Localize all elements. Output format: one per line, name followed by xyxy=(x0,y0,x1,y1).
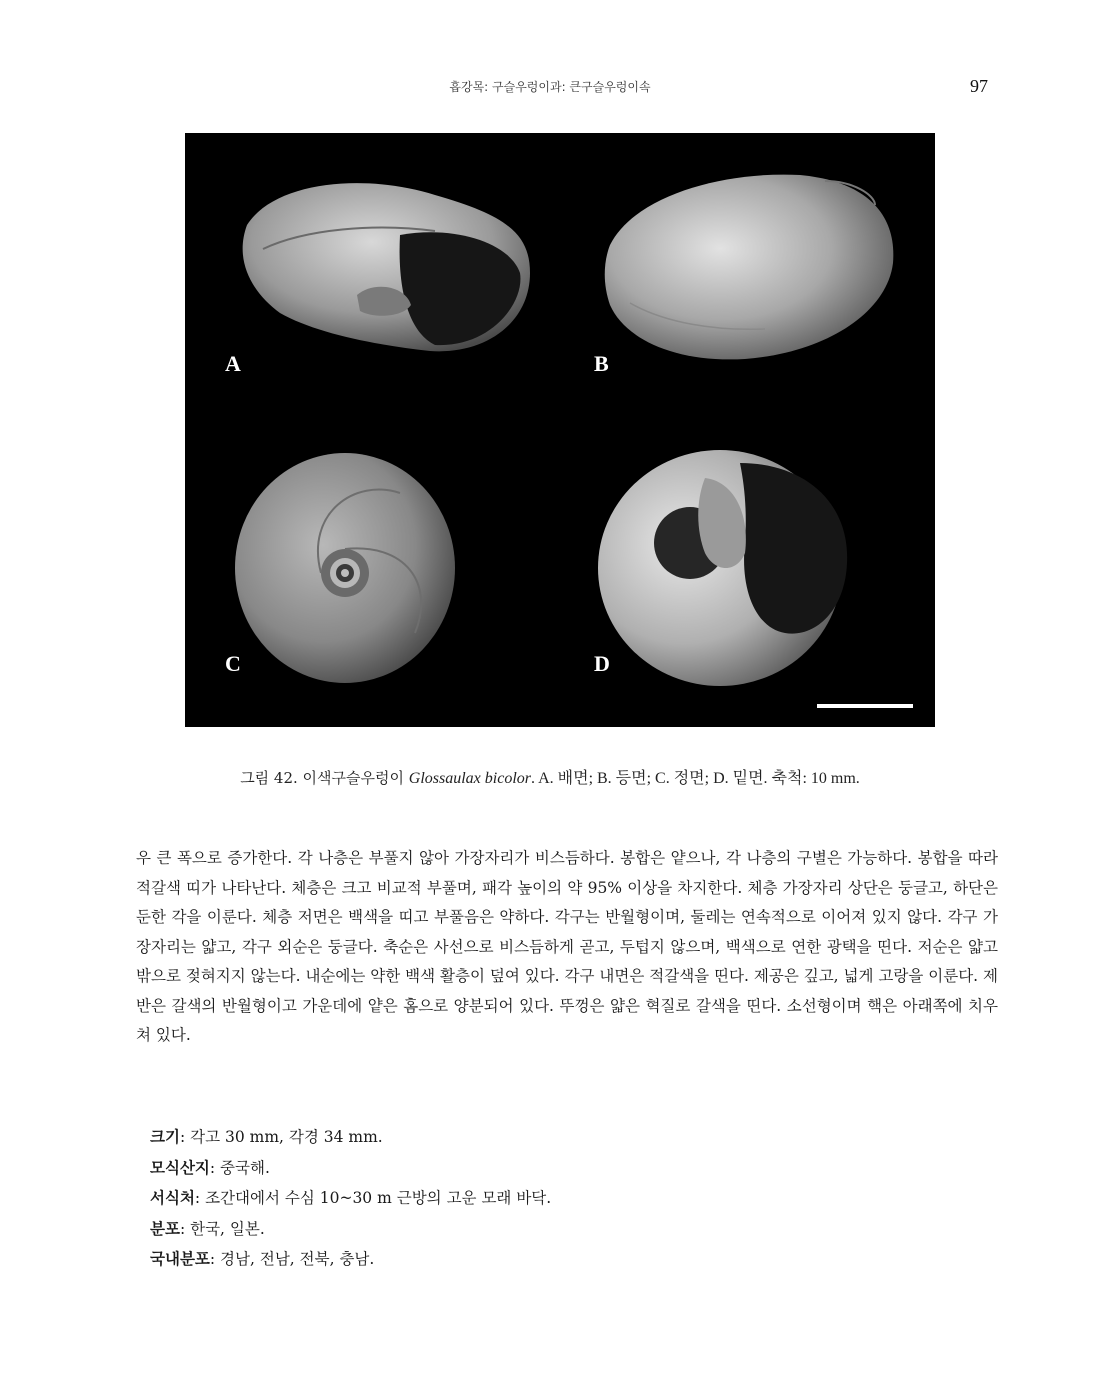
fact-label: 크기 xyxy=(150,1127,180,1146)
shell-figure xyxy=(185,133,935,727)
fact-distribution xyxy=(150,1214,950,1245)
panel-label-c: C xyxy=(225,651,241,676)
fact-label: 서식처 xyxy=(150,1188,195,1207)
panel-label-a: A xyxy=(225,351,241,376)
fact-type-locality xyxy=(150,1153,950,1184)
shell-view-b xyxy=(605,175,894,360)
fact-size xyxy=(150,1122,950,1153)
panel-label-d: D xyxy=(594,651,610,676)
description-paragraph: 우 큰 폭으로 증가한다. 각 나층은 부풀지 않아 가장자리가 비스듬하다. 봉합은 얕으나, 각 나층의 구별은 가능하다. 봉합을 따라 적갈색 띠가 나타난다. 체층은 크고 비교적 부풀며, 패각 높이의 약 95% 이상을 차지한다. 체층 가장자리 상단은 둥글고, 하단은 둔한 각을 이룬다. 체층 저면은 백색을 띠고 부풀음은 약하다. 각구는 반월형이며, 둘레는 연속적으로 이어져 있지 않다. 각구 가장자리는 얇고, 각구 외순은 둥글다. 축순은 사선으로 비스듬하게 곧고, 두텁지 않으며, 백색으로 연한 광택을 띤다. 저순은 얇고 밖으로 젖혀지지 않는다. 내순에는 약한 백색 활층이 덮여 있다. 각구 내면은 적갈색을 띤다. 제공은 깊고, 넓게 고랑을 이룬다. 제반은 갈색의 반월형이고 가운데에 얕은 홈으로 양분되어 있다. 뚜껑은 얇은 혁질로 갈색을 띤다. 소선형이며 핵은 아래쪽에 치우쳐 있다. xyxy=(136,849,998,1044)
fact-value: : 조간대에서 수심 10~30 m 근방의 고운 모래 바닥. xyxy=(194,1189,552,1207)
running-head: 흡강목: 구슬우렁이과: 큰구슬우렁이속 xyxy=(449,80,651,94)
species-facts xyxy=(150,1122,950,1275)
fact-habitat xyxy=(150,1183,950,1214)
fact-label: 분포 xyxy=(150,1218,180,1238)
fact-value: : 각고 30 mm, 각경 34 mm. xyxy=(179,1128,383,1146)
fact-value: : 중국해. xyxy=(209,1158,270,1177)
caption-suffix: . A. 배면; B. 등면; C. 정면; D. 밑면. 축척: 10 mm. xyxy=(530,770,860,787)
fact-value: : 한국, 일본. xyxy=(179,1219,265,1238)
fact-value: : 경남, 전남, 전북, 충남. xyxy=(209,1250,375,1268)
caption-prefix: 그림 42. 이색구슬우렁이 xyxy=(240,769,409,787)
shell-view-a xyxy=(243,183,530,351)
shell-view-c xyxy=(235,453,455,683)
figure-caption xyxy=(0,765,1100,788)
shell-view-d xyxy=(598,450,847,686)
caption-species: Glossaulax bicolor xyxy=(408,770,531,787)
page-number: 97 xyxy=(970,76,988,96)
fact-domestic-distribution xyxy=(150,1244,950,1275)
fact-label: 모식산지 xyxy=(150,1157,210,1177)
panel-label-b: B xyxy=(594,351,609,376)
scale-bar xyxy=(817,704,913,708)
fact-label: 국내분포 xyxy=(150,1249,210,1268)
shell-photographs xyxy=(185,133,935,727)
